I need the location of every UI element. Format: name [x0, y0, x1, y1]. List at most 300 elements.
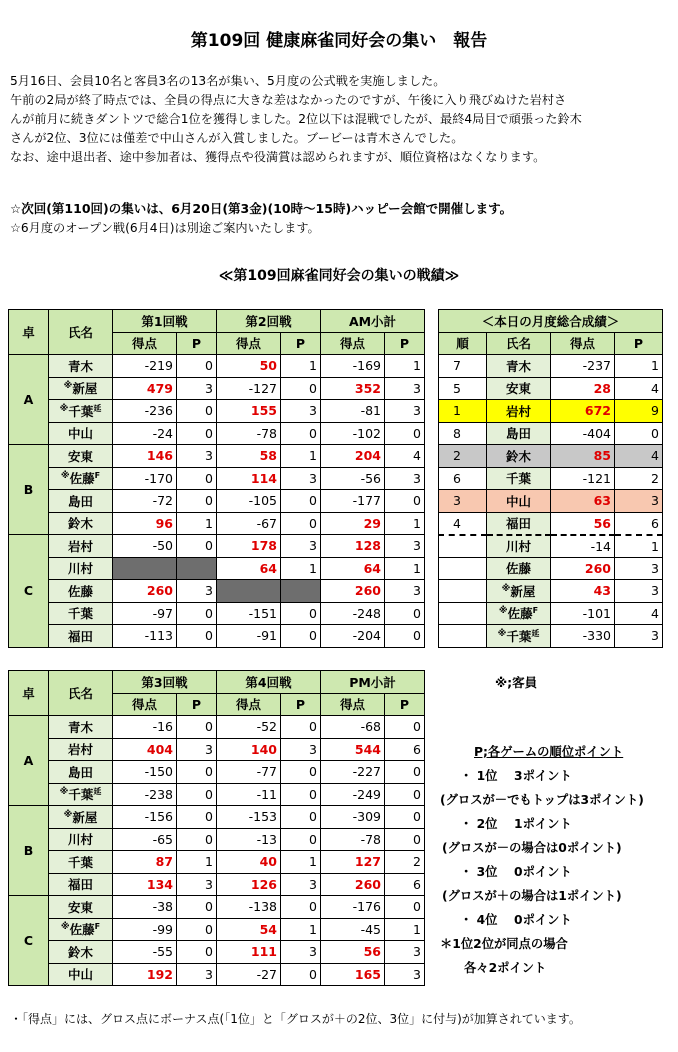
name-cell — [49, 355, 113, 378]
total-score: -121 — [551, 467, 615, 490]
header-rank: 順 — [439, 332, 487, 355]
player-name: 佐藤 — [69, 471, 95, 487]
score-game-1: -72 — [113, 490, 177, 513]
open-game-notice: ☆6月度のオープン戦(6月4日)は別途ご案内いたします。 — [10, 221, 320, 235]
name-cell — [49, 761, 113, 784]
legend-line: ・ 1位 3ポイント — [460, 769, 572, 783]
name-cell — [49, 602, 113, 625]
table-label: B — [9, 445, 49, 535]
table-row — [9, 625, 425, 648]
score-game-2: 178 — [217, 535, 281, 558]
table-row — [9, 761, 425, 784]
points-subtotal: 6 — [385, 738, 425, 761]
score-subtotal: 204 — [321, 445, 385, 468]
table-label: C — [9, 535, 49, 648]
score-subtotal: 29 — [321, 512, 385, 535]
points-game-2: 3 — [281, 941, 321, 964]
guest-mark: ※ — [63, 809, 73, 820]
player-name: 中山 — [67, 967, 93, 983]
score-game-2: -67 — [217, 512, 281, 535]
name-cell — [49, 716, 113, 739]
score-subtotal: 544 — [321, 738, 385, 761]
player-name: 岩村 — [67, 742, 93, 758]
points-game-1 — [177, 557, 217, 580]
points-game-1: 0 — [177, 490, 217, 513]
score-subtotal: 128 — [321, 535, 385, 558]
name-cell — [49, 467, 113, 490]
name-cell — [49, 918, 113, 941]
player-name: 千葉 — [67, 854, 93, 870]
header-score: 得点 — [113, 332, 177, 355]
player-name: 千葉 — [68, 403, 94, 419]
table-row — [9, 806, 425, 829]
points-subtotal: 0 — [385, 625, 425, 648]
name-cell — [487, 602, 551, 625]
table-row — [9, 512, 425, 535]
points-game-2: 0 — [281, 828, 321, 851]
points-game-2: 0 — [281, 716, 321, 739]
points-subtotal: 1 — [385, 557, 425, 580]
table-row — [9, 467, 425, 490]
player-name: 川村 — [67, 561, 93, 577]
score-game-1: 96 — [113, 512, 177, 535]
legend-title: P;各ゲームの順位ポイント — [474, 745, 624, 759]
header-game-2: 第2回戦 — [217, 310, 321, 333]
points-subtotal: 3 — [385, 467, 425, 490]
rank-cell: 3 — [439, 490, 487, 513]
total-score: 43 — [551, 580, 615, 603]
score-subtotal: -56 — [321, 467, 385, 490]
table-label: B — [9, 806, 49, 896]
points-game-1: 0 — [177, 941, 217, 964]
score-subtotal: 165 — [321, 963, 385, 986]
points-game-1: 3 — [177, 963, 217, 986]
points-subtotal: 1 — [385, 512, 425, 535]
player-name: 青木 — [67, 719, 93, 735]
total-score: -330 — [551, 625, 615, 648]
score-subtotal: 352 — [321, 377, 385, 400]
points-subtotal: 0 — [385, 716, 425, 739]
am-score-table — [8, 309, 425, 648]
player-name: 島田 — [67, 764, 93, 780]
guest-mark: ※ — [501, 583, 511, 594]
player-name: 川村 — [505, 539, 531, 554]
score-game-1 — [113, 557, 177, 580]
total-score: -101 — [551, 602, 615, 625]
table-row — [9, 783, 425, 806]
points-game-1: 0 — [177, 355, 217, 378]
table-label: A — [9, 355, 49, 445]
score-subtotal: -176 — [321, 896, 385, 919]
score-game-2: 140 — [217, 738, 281, 761]
total-points: 3 — [615, 557, 663, 580]
total-points: 1 — [615, 535, 663, 558]
player-name: 新屋 — [72, 381, 98, 397]
table-row — [9, 738, 425, 761]
points-game-1: 0 — [177, 422, 217, 445]
ranking-row — [439, 467, 663, 490]
score-game-2: 114 — [217, 467, 281, 490]
points-game-1: 3 — [177, 377, 217, 400]
score-game-1: -16 — [113, 716, 177, 739]
points-game-1: 0 — [177, 625, 217, 648]
points-subtotal: 2 — [385, 851, 425, 874]
name-suffix: 延 — [93, 403, 102, 413]
table-row — [9, 716, 425, 739]
table-row — [9, 873, 425, 896]
name-cell — [49, 783, 113, 806]
header-subtotal: PM小計 — [321, 671, 425, 694]
header-score: 得点 — [217, 332, 281, 355]
rank-cell: 6 — [439, 467, 487, 490]
points-game-2: 3 — [281, 873, 321, 896]
guest-note: ※;客員 — [495, 675, 538, 690]
player-name: 岩村 — [67, 538, 93, 554]
total-score: -237 — [551, 355, 615, 378]
total-points: 1 — [615, 355, 663, 378]
total-score: 28 — [551, 377, 615, 400]
header-points: P — [385, 693, 425, 716]
score-game-1: 134 — [113, 873, 177, 896]
points-game-2: 0 — [281, 783, 321, 806]
guest-mark: ※ — [60, 922, 70, 933]
guest-mark: ※ — [59, 787, 69, 798]
name-cell — [49, 445, 113, 468]
legend-line: (グロスが＋の場合は1ポイント) — [442, 889, 622, 903]
name-cell — [49, 422, 113, 445]
points-legend — [440, 740, 644, 980]
name-cell — [49, 580, 113, 603]
table-label: A — [9, 716, 49, 806]
total-score: 56 — [551, 512, 615, 535]
table-row — [9, 963, 425, 986]
score-game-1: -99 — [113, 918, 177, 941]
table-label: C — [9, 896, 49, 986]
intro-line: なお、途中退出者、途中参加者は、獲得点や役満賞は認められますが、順位資格はなくなります。 — [10, 150, 546, 164]
table-row — [9, 941, 425, 964]
score-subtotal: -227 — [321, 761, 385, 784]
score-subtotal: -68 — [321, 716, 385, 739]
points-game-2: 1 — [281, 557, 321, 580]
ranking-row — [439, 422, 663, 445]
name-cell — [49, 941, 113, 964]
player-name: 新屋 — [72, 809, 98, 825]
score-game-1: -219 — [113, 355, 177, 378]
score-game-2: -153 — [217, 806, 281, 829]
points-subtotal: 0 — [385, 490, 425, 513]
ranking-row — [439, 355, 663, 378]
score-game-2: -11 — [217, 783, 281, 806]
table-row — [9, 828, 425, 851]
header-points: P — [615, 332, 663, 355]
name-cell — [49, 963, 113, 986]
header-score: 得点 — [551, 332, 615, 355]
score-game-1: -156 — [113, 806, 177, 829]
table-row — [9, 400, 425, 423]
player-name: 鈴木 — [67, 944, 93, 960]
player-name: 千葉 — [505, 471, 531, 487]
ranking-row — [439, 557, 663, 580]
points-game-1: 1 — [177, 512, 217, 535]
legend-line: 各々2ポイント — [464, 961, 547, 975]
points-subtotal: 3 — [385, 535, 425, 558]
name-cell — [487, 557, 551, 580]
points-game-1: 3 — [177, 738, 217, 761]
points-subtotal: 0 — [385, 422, 425, 445]
table-row — [9, 580, 425, 603]
table-row — [9, 851, 425, 874]
points-game-1: 3 — [177, 445, 217, 468]
rank-cell — [439, 602, 487, 625]
score-game-2: -13 — [217, 828, 281, 851]
header-score: 得点 — [321, 693, 385, 716]
name-cell — [487, 625, 551, 648]
name-cell — [487, 445, 551, 468]
score-game-1: 260 — [113, 580, 177, 603]
points-subtotal: 0 — [385, 828, 425, 851]
table-row — [9, 445, 425, 468]
player-name: 鈴木 — [67, 516, 93, 532]
points-game-2: 0 — [281, 761, 321, 784]
rank-cell: 8 — [439, 422, 487, 445]
score-game-1: 87 — [113, 851, 177, 874]
points-subtotal: 0 — [385, 806, 425, 829]
rank-cell — [439, 625, 487, 648]
score-game-2: 111 — [217, 941, 281, 964]
points-subtotal: 0 — [385, 602, 425, 625]
score-game-2: -27 — [217, 963, 281, 986]
player-name: 福田 — [67, 628, 93, 644]
score-game-1: -97 — [113, 602, 177, 625]
total-points: 3 — [615, 490, 663, 513]
score-subtotal: 56 — [321, 941, 385, 964]
points-game-1: 0 — [177, 896, 217, 919]
score-subtotal: -102 — [321, 422, 385, 445]
score-game-2: 64 — [217, 557, 281, 580]
name-cell — [487, 467, 551, 490]
score-game-1: -38 — [113, 896, 177, 919]
footnote: ・「得点」には、グロス点にボーナス点(「1位」と「グロスが＋の2位、3位」に付与)が加算されています。 — [10, 1012, 581, 1026]
name-cell — [487, 535, 551, 558]
player-name: 千葉 — [506, 628, 532, 644]
name-suffix: F — [94, 922, 101, 932]
header-table: 卓 — [9, 671, 49, 716]
score-game-1: -50 — [113, 535, 177, 558]
score-game-1: -24 — [113, 422, 177, 445]
score-game-2: 50 — [217, 355, 281, 378]
points-subtotal: 0 — [385, 761, 425, 784]
player-name: 安東 — [67, 899, 93, 915]
points-game-2: 1 — [281, 445, 321, 468]
rank-cell — [439, 557, 487, 580]
points-game-2: 3 — [281, 467, 321, 490]
total-score: -14 — [551, 535, 615, 558]
player-name: 千葉 — [68, 787, 94, 803]
points-game-2: 0 — [281, 377, 321, 400]
name-suffix: 延 — [93, 787, 102, 797]
name-cell — [49, 873, 113, 896]
score-game-2: -78 — [217, 422, 281, 445]
points-game-2: 0 — [281, 490, 321, 513]
ranking-row — [439, 580, 663, 603]
points-game-1: 0 — [177, 828, 217, 851]
points-subtotal: 4 — [385, 445, 425, 468]
total-points: 9 — [615, 400, 663, 423]
total-score: 260 — [551, 557, 615, 580]
total-score: -404 — [551, 422, 615, 445]
total-points: 4 — [615, 602, 663, 625]
header-subtotal: AM小計 — [321, 310, 425, 333]
score-game-2: 155 — [217, 400, 281, 423]
header-points: P — [177, 693, 217, 716]
ranking-row — [439, 400, 663, 423]
player-name: 青木 — [505, 358, 531, 374]
ranking-title: ＜本日の月度総合成績＞ — [439, 310, 663, 333]
table-row — [9, 602, 425, 625]
score-game-2: 54 — [217, 918, 281, 941]
header-score: 得点 — [321, 332, 385, 355]
ranking-row — [439, 377, 663, 400]
guest-mark: ※ — [497, 628, 507, 639]
total-score: 672 — [551, 400, 615, 423]
guest-mark: ※ — [60, 471, 70, 482]
total-points: 0 — [615, 422, 663, 445]
player-name: 島田 — [505, 426, 531, 442]
score-subtotal: -169 — [321, 355, 385, 378]
intro-text — [10, 72, 670, 167]
header-game-1: 第3回戦 — [113, 671, 217, 694]
total-points: 4 — [615, 377, 663, 400]
player-name: 中山 — [67, 426, 93, 442]
ranking-row — [439, 445, 663, 468]
name-cell — [49, 828, 113, 851]
ranking-table — [438, 309, 663, 648]
name-cell — [487, 400, 551, 423]
table-row — [9, 377, 425, 400]
points-game-2: 0 — [281, 602, 321, 625]
player-name: 福田 — [505, 516, 531, 531]
points-subtotal: 0 — [385, 783, 425, 806]
header-table: 卓 — [9, 310, 49, 355]
player-name: 新屋 — [510, 583, 536, 599]
points-game-1: 3 — [177, 580, 217, 603]
player-name: 佐藤 — [505, 561, 531, 577]
total-points: 3 — [615, 580, 663, 603]
name-cell — [49, 896, 113, 919]
ranking-row — [439, 625, 663, 648]
score-subtotal: -78 — [321, 828, 385, 851]
score-game-1: -150 — [113, 761, 177, 784]
rank-cell: 7 — [439, 355, 487, 378]
player-name: 安東 — [67, 448, 93, 464]
name-cell — [49, 738, 113, 761]
legend-line: ＊1位2位が同点の場合 — [440, 937, 568, 951]
table-row — [9, 355, 425, 378]
name-cell — [49, 377, 113, 400]
points-game-2: 1 — [281, 918, 321, 941]
legend-line: (グロスが－の場合は0ポイント) — [442, 841, 622, 855]
total-score: 63 — [551, 490, 615, 513]
points-game-1: 0 — [177, 761, 217, 784]
points-game-2: 0 — [281, 963, 321, 986]
intro-line: んが前月に続きダントツで総合1位を獲得しました。2位以下は混戦でしたが、最終4局目で頑張った鈴木 — [10, 112, 582, 126]
score-subtotal: 260 — [321, 873, 385, 896]
header-points: P — [281, 693, 321, 716]
legend-line: ・ 3位 0ポイント — [460, 865, 572, 879]
total-points: 3 — [615, 625, 663, 648]
points-game-2: 1 — [281, 851, 321, 874]
header-game-2: 第4回戦 — [217, 671, 321, 694]
score-subtotal: 64 — [321, 557, 385, 580]
points-game-2: 0 — [281, 422, 321, 445]
name-cell — [49, 490, 113, 513]
next-meeting-notice: ☆次回(第110回)の集いは、6月20日(第3金)(10時～15時)ハッピー会館で開催します。 — [10, 201, 513, 216]
score-subtotal: 260 — [321, 580, 385, 603]
name-cell — [487, 377, 551, 400]
score-game-1: -55 — [113, 941, 177, 964]
points-game-1: 0 — [177, 716, 217, 739]
name-suffix: 延 — [531, 628, 540, 638]
guest-mark: ※ — [63, 381, 73, 392]
page-title: 第109回 健康麻雀同好会の集い 報告 — [190, 31, 488, 51]
points-subtotal: 6 — [385, 873, 425, 896]
points-game-2: 1 — [281, 355, 321, 378]
score-subtotal: -249 — [321, 783, 385, 806]
name-cell — [49, 806, 113, 829]
score-game-2: -77 — [217, 761, 281, 784]
rank-cell — [439, 580, 487, 603]
name-cell — [49, 557, 113, 580]
score-subtotal: -177 — [321, 490, 385, 513]
player-name: 青木 — [67, 358, 93, 374]
legend-line: ・ 4位 0ポイント — [460, 913, 572, 927]
score-game-2 — [217, 580, 281, 603]
header-score: 得点 — [217, 693, 281, 716]
score-game-2: -105 — [217, 490, 281, 513]
name-cell — [49, 625, 113, 648]
table-row — [9, 557, 425, 580]
points-subtotal: 3 — [385, 941, 425, 964]
player-name: 安東 — [505, 381, 531, 397]
name-suffix: F — [94, 471, 101, 481]
points-game-2: 3 — [281, 400, 321, 423]
rank-cell: 2 — [439, 445, 487, 468]
player-name: 鈴木 — [505, 448, 531, 464]
player-name: 福田 — [67, 877, 93, 893]
score-game-1: 192 — [113, 963, 177, 986]
name-cell — [487, 580, 551, 603]
pm-score-table — [8, 670, 425, 986]
points-subtotal: 1 — [385, 355, 425, 378]
points-subtotal: 3 — [385, 400, 425, 423]
header-points: P — [385, 332, 425, 355]
legend-line: ・ 2位 1ポイント — [460, 817, 572, 831]
points-subtotal: 3 — [385, 580, 425, 603]
ranking-row — [439, 535, 663, 558]
score-game-2: -91 — [217, 625, 281, 648]
table-row — [9, 490, 425, 513]
points-game-1: 0 — [177, 806, 217, 829]
score-game-1: -238 — [113, 783, 177, 806]
points-game-1: 0 — [177, 918, 217, 941]
score-game-2: 126 — [217, 873, 281, 896]
points-game-2: 0 — [281, 896, 321, 919]
score-game-2: 40 — [217, 851, 281, 874]
rank-cell: 5 — [439, 377, 487, 400]
score-game-2: -52 — [217, 716, 281, 739]
player-name: 島田 — [67, 493, 93, 509]
points-game-2 — [281, 580, 321, 603]
